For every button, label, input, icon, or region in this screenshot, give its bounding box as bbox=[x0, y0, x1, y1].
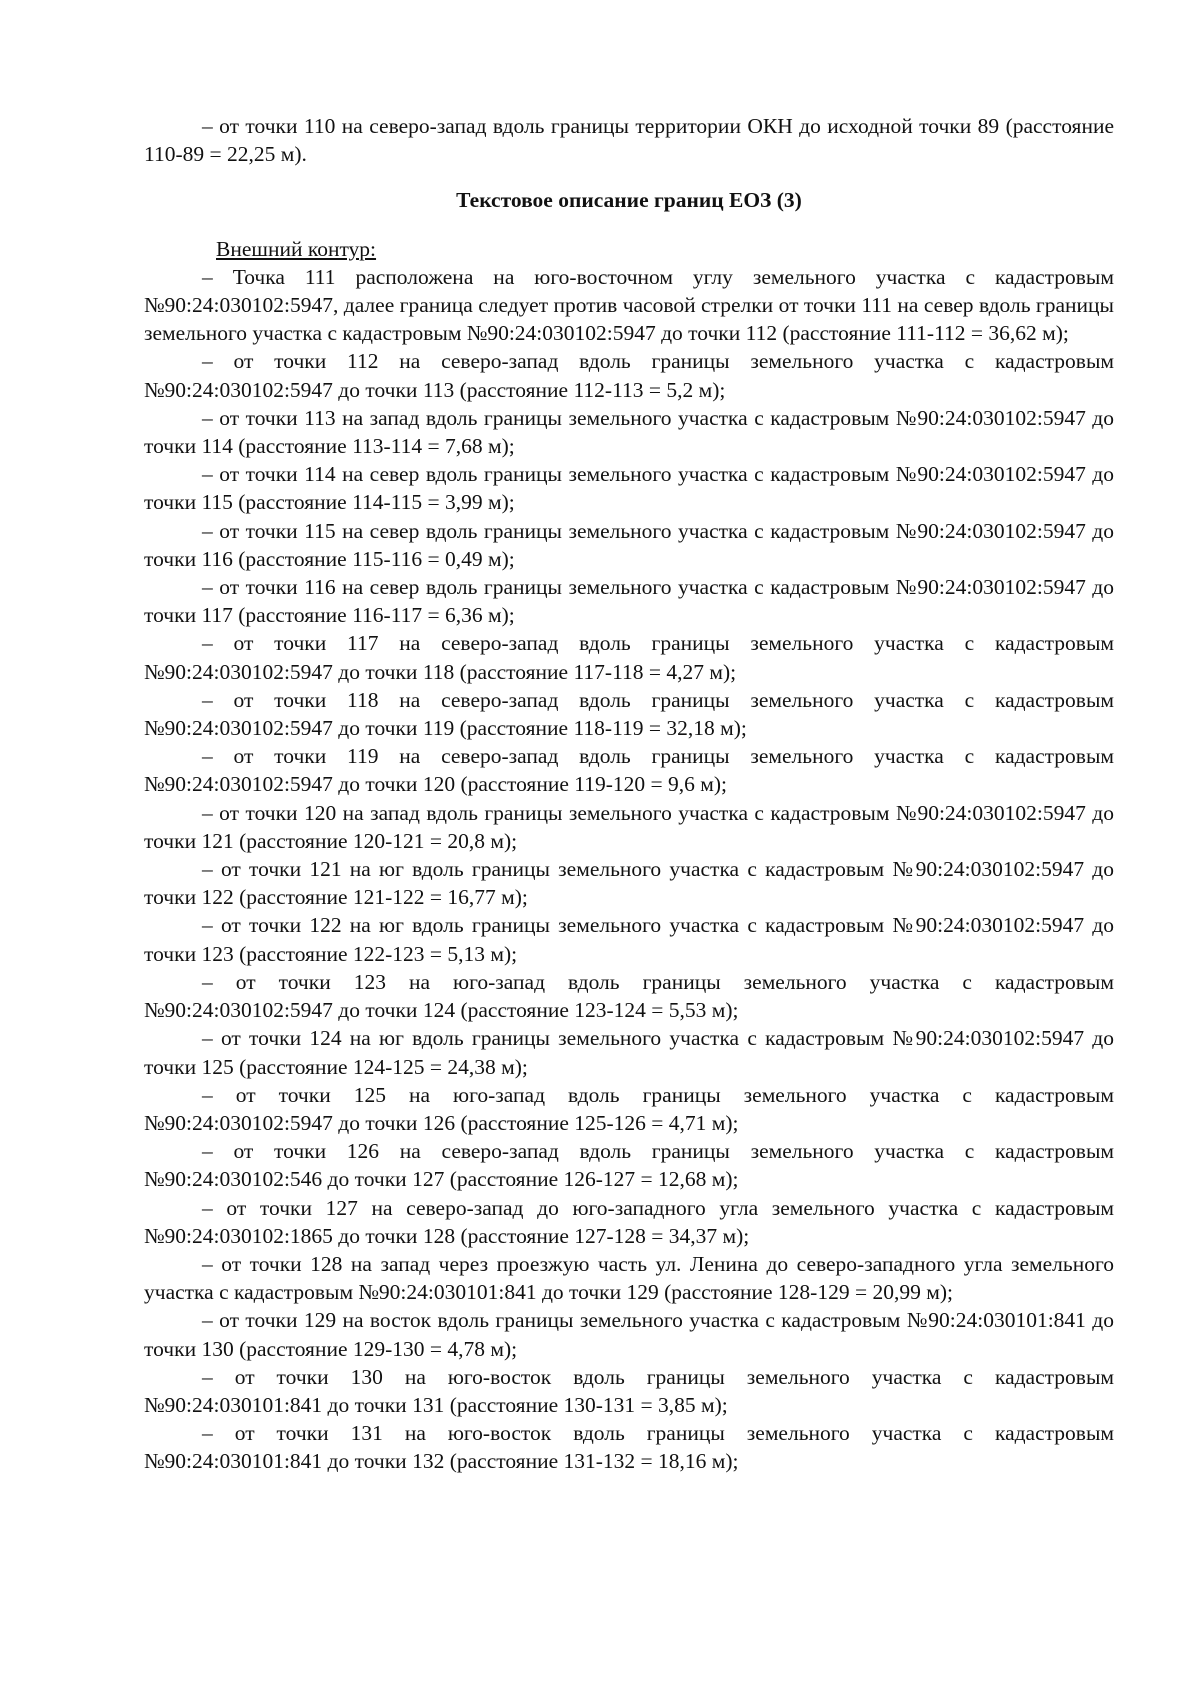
boundary-paragraph: – от точки 116 на север вдоль границы земельного участка с кадастровым №90:24:030102:5947 до точки 117 (расстояние 116-117 = 6,36 м); bbox=[144, 575, 1114, 628]
boundary-paragraph: – от точки 119 на северо-запад вдоль границы земельного участка с кадастровым №90:24:030102:5947 до точки 120 (расстояние 119-120 = 9,6 м); bbox=[144, 744, 1114, 797]
boundary-paragraph: – от точки 130 на юго-восток вдоль границы земельного участка с кадастровым №90:24:030101:841 до точки 131 (расстояние 130-131 = 3,85 м); bbox=[144, 1364, 1114, 1417]
boundary-paragraph: – от точки 125 на юго-запад вдоль границы земельного участка с кадастровым №90:24:030102:5947 до точки 126 (расстояние 125-126 = 4,71 м); bbox=[144, 1082, 1114, 1135]
boundary-paragraph: – от точки 114 на север вдоль границы земельного участка с кадастровым №90:24:030102:5947 до точки 115 (расстояние 114-115 = 3,99 м); bbox=[144, 462, 1114, 515]
boundary-paragraph: – Точка 111 расположена на юго-восточном углу земельного участка с кадастровым №90:24:030102:5947, далее граница следует против часовой стрелки от точки 111 на север вдоль границы земельного участка с кадастровым №90:24:030102:5947 до точки 112 (расстояние 111-112 = 36,62 м); bbox=[144, 264, 1114, 346]
boundary-paragraph: – от точки 112 на северо-запад вдоль границы земельного участка с кадастровым №90:24:030102:5947 до точки 113 (расстояние 112-113 = 5,2 м); bbox=[144, 349, 1114, 402]
boundary-paragraph: – от точки 118 на северо-запад вдоль границы земельного участка с кадастровым №90:24:030102:5947 до точки 119 (расстояние 118-119 = 32,18 м); bbox=[144, 687, 1114, 741]
boundary-paragraph: – от точки 129 на восток вдоль границы земельного участка с кадастровым №90:24:030101:841 до точки 130 (расстояние 129-130 = 4,78 м); bbox=[144, 1308, 1114, 1361]
boundary-paragraph: – от точки 131 на юго-восток вдоль границы земельного участка с кадастровым №90:24:030101:841 до точки 132 (расстояние 131-132 = 18,16 м); bbox=[144, 1421, 1114, 1474]
boundary-paragraph: – от точки 122 на юг вдоль границы земельного участка с кадастровым №90:24:030102:5947 до точки 123 (расстояние 122-123 = 5,13 м); bbox=[144, 913, 1114, 966]
boundary-paragraph: – от точки 124 на юг вдоль границы земельного участка с кадастровым №90:24:030102:5947 до точки 125 (расстояние 124-125 = 24,38 м); bbox=[144, 1026, 1114, 1079]
document-page bbox=[144, 112, 1114, 1476]
contour-label: Внешний контур: bbox=[216, 236, 377, 261]
boundary-paragraph: – от точки 126 на северо-запад вдоль границы земельного участка с кадастровым №90:24:030102:546 до точки 127 (расстояние 126-127 = 12,68 м); bbox=[144, 1139, 1114, 1192]
boundary-paragraph: – от точки 128 на запад через проезжую часть ул. Ленина до северо-западного угла земельного участка с кадастровым №90:24:030101:841 до точки 129 (расстояние 128-129 = 20,99 м); bbox=[144, 1251, 1114, 1305]
boundary-paragraph: – от точки 115 на север вдоль границы земельного участка с кадастровым №90:24:030102:5947 до точки 116 (расстояние 115-116 = 0,49 м); bbox=[144, 518, 1114, 571]
intro-paragraph: – от точки 110 на северо-запад вдоль границы территории ОКН до исходной точки 89 (расстояние 110-89 = 22,25 м). bbox=[144, 114, 1114, 167]
boundary-paragraph: – от точки 121 на юг вдоль границы земельного участка с кадастровым №90:24:030102:5947 до точки 122 (расстояние 121-122 = 16,77 м); bbox=[144, 857, 1114, 910]
boundary-paragraph: – от точки 127 на северо-запад до юго-западного угла земельного участка с кадастровым №90:24:030102:1865 до точки 128 (расстояние 127-128 = 34,37 м); bbox=[144, 1195, 1114, 1248]
boundary-paragraph: – от точки 113 на запад вдоль границы земельного участка с кадастровым №90:24:030102:5947 до точки 114 (расстояние 113-114 = 7,68 м); bbox=[144, 405, 1114, 459]
section-title: Текстовое описание границ ЕОЗ (3) bbox=[456, 188, 802, 213]
boundary-paragraph: – от точки 120 на запад вдоль границы земельного участка с кадастровым №90:24:030102:5947 до точки 121 (расстояние 120-121 = 20,8 м); bbox=[144, 800, 1114, 853]
boundary-paragraph: – от точки 123 на юго-запад вдоль границы земельного участка с кадастровым №90:24:030102:5947 до точки 124 (расстояние 123-124 = 5,53 м); bbox=[144, 969, 1114, 1023]
boundary-paragraph: – от точки 117 на северо-запад вдоль границы земельного участка с кадастровым №90:24:030102:5947 до точки 118 (расстояние 117-118 = 4,27 м); bbox=[144, 631, 1114, 684]
